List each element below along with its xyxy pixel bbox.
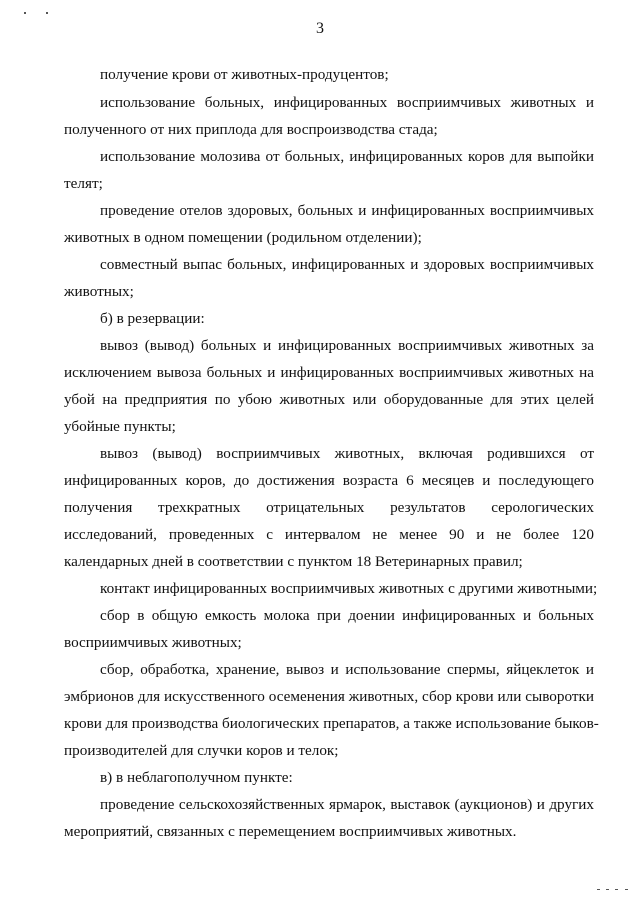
- text-line: крови для производства биологических препаратов, а также использование быков-: [64, 715, 599, 732]
- text-line: эмбрионов для искусственного осеменения животных, сбор крови или сыворотки: [64, 688, 594, 705]
- text-line: мероприятий, связанных с перемещением восприимчивых животных.: [64, 823, 517, 840]
- text-line: использование больных, инфицированных восприимчивых животных и: [100, 94, 594, 111]
- scan-artifact: [615, 889, 618, 890]
- scan-artifact: [597, 889, 600, 890]
- text-line: убой на предприятия по убою животных или оборудованные для этих целей: [64, 391, 594, 408]
- scan-artifact: [24, 12, 26, 14]
- text-line: животных;: [64, 283, 134, 300]
- text-line: исключением вывоза больных и инфицированных восприимчивых животных на: [64, 364, 594, 381]
- text-line: инфицированных коров, до достижения возраста 6 месяцев и последующего: [64, 472, 594, 489]
- text-line: проведение сельскохозяйственных ярмарок, выставок (аукционов) и других: [100, 796, 594, 813]
- text-line: получение крови от животных-продуцентов;: [100, 66, 389, 83]
- scan-artifact: [625, 889, 628, 890]
- text-line: исследований, проведенных с интервалом не менее 90 и не более 120: [64, 526, 594, 543]
- text-line: вывоз (вывод) восприимчивых животных, включая родившихся от: [100, 445, 594, 462]
- text-line: контакт инфицированных восприимчивых животных с другими животными;: [100, 580, 598, 597]
- text-line: сбор, обработка, хранение, вывоз и использование спермы, яйцеклеток и: [100, 661, 594, 678]
- page-number: 3: [316, 20, 324, 37]
- text-line: полученного от них приплода для воспроизводства стада;: [64, 121, 438, 138]
- text-line: календарных дней в соответствии с пунктом 18 Ветеринарных правил;: [64, 553, 523, 570]
- text-line: восприимчивых животных;: [64, 634, 242, 651]
- text-line: производителей для случки коров и телок;: [64, 742, 339, 759]
- text-line: сбор в общую емкость молока при доении инфицированных и больных: [100, 607, 594, 624]
- section-heading: в) в неблагополучном пункте:: [100, 769, 293, 786]
- text-line: проведение отелов здоровых, больных и инфицированных восприимчивых: [100, 202, 594, 219]
- scan-artifact: [46, 12, 48, 14]
- section-heading: б) в резервации:: [100, 310, 205, 327]
- text-line: совместный выпас больных, инфицированных и здоровых восприимчивых: [100, 256, 594, 273]
- text-line: получения трехкратных отрицательных результатов серологических: [64, 499, 594, 516]
- text-line: телят;: [64, 175, 103, 192]
- text-line: использование молозива от больных, инфицированных коров для выпойки: [100, 148, 594, 165]
- text-line: убойные пункты;: [64, 418, 176, 435]
- text-line: вывоз (вывод) больных и инфицированных восприимчивых животных за: [100, 337, 594, 354]
- text-line: животных в одном помещении (родильном отделении);: [64, 229, 422, 246]
- scan-artifact: [606, 889, 609, 890]
